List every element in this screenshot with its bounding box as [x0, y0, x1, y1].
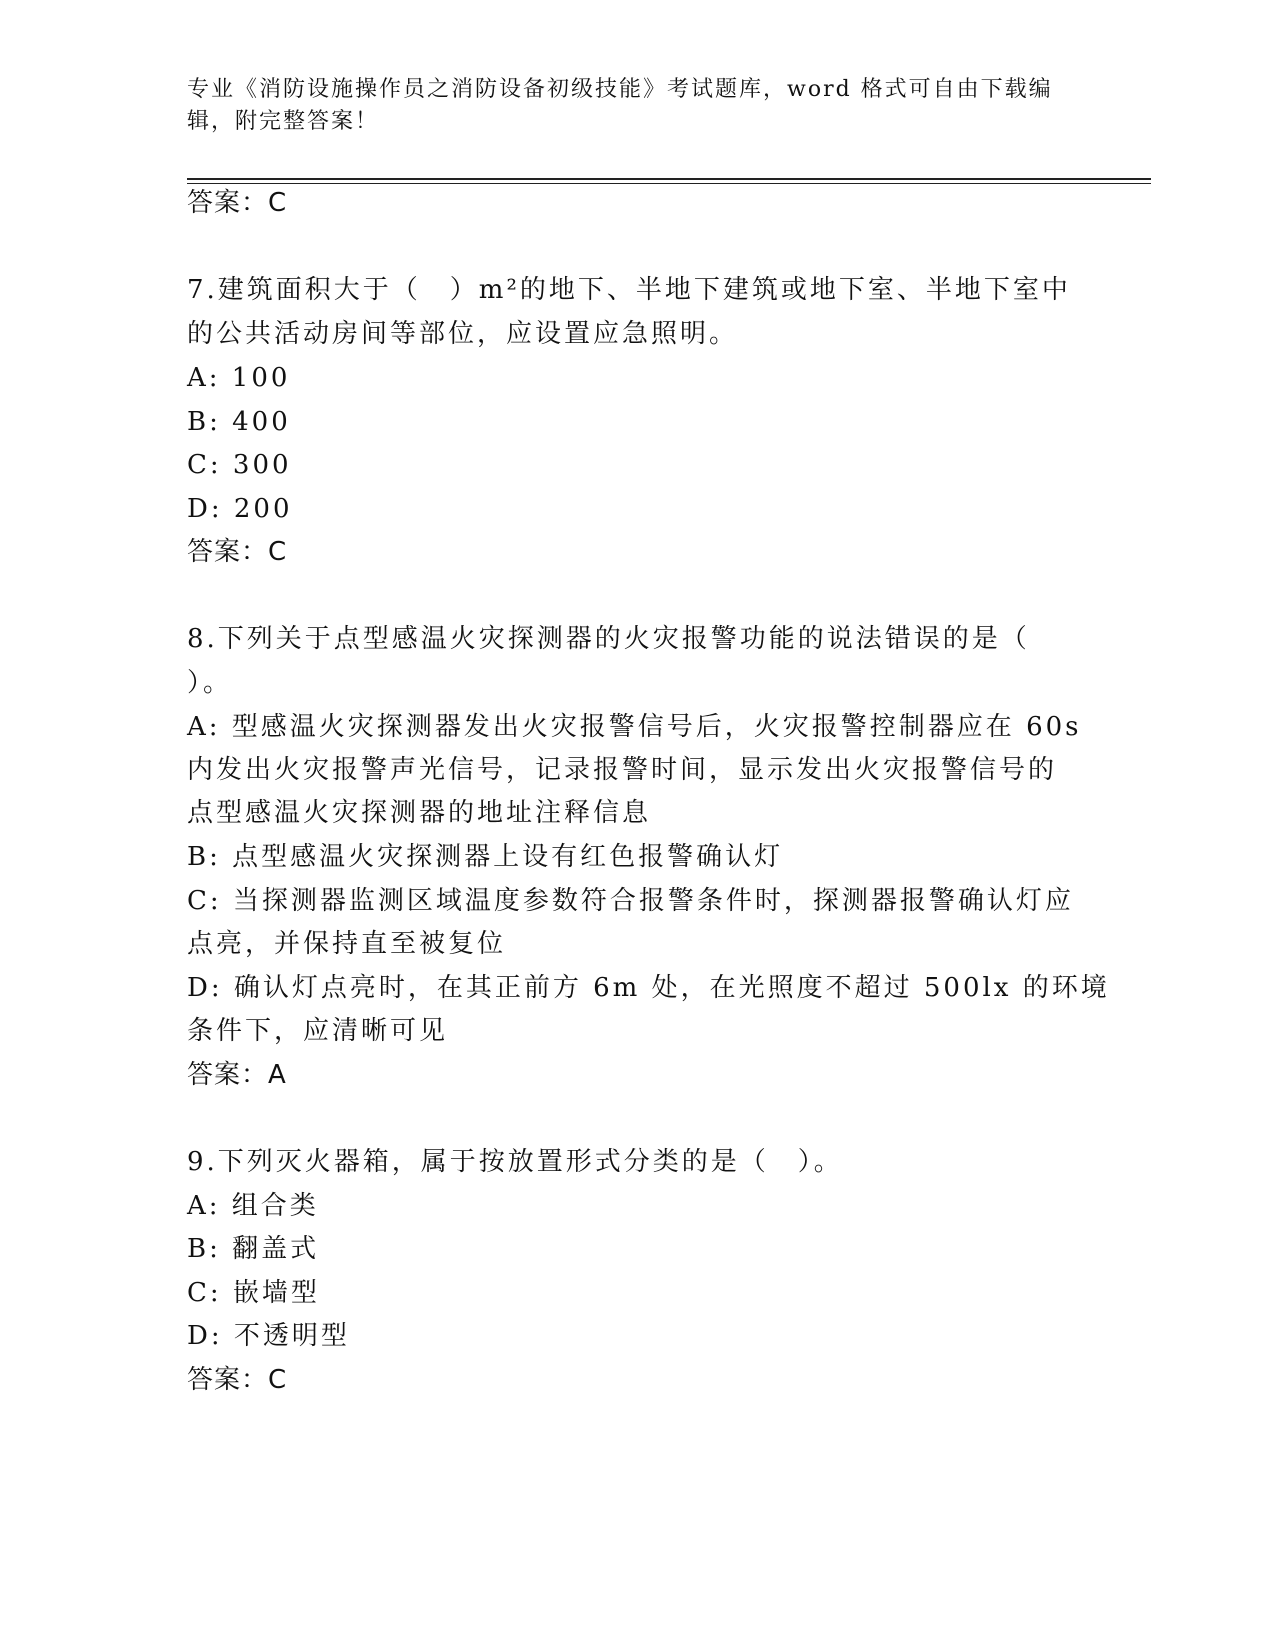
header-line-1: 专业《消防设施操作员之消防设备初级技能》考试题库，word 格式可自由下载编: [187, 77, 1053, 102]
q7-stem-line-1: 7.建筑面积大于（ ）m²的地下、半地下建筑或地下室、半地下室中: [187, 275, 1071, 305]
q7-option-a: A: 100: [187, 363, 291, 393]
q7-answer: 答案：C: [187, 537, 288, 567]
q7-stem-line-2: 的公共活动房间等部位，应设置应急照明。: [187, 319, 739, 349]
q9-option-d: D: 不透明型: [187, 1321, 350, 1351]
header-divider: [187, 178, 1151, 180]
q8-stem-line-2: ）。: [187, 668, 233, 698]
q8-option-c-line-2: 点亮，并保持直至被复位: [187, 929, 507, 959]
q8-option-d-line-2: 条件下，应清晰可见: [187, 1016, 449, 1046]
q9-option-a: A: 组合类: [187, 1191, 319, 1221]
q9-answer: 答案：C: [187, 1365, 288, 1395]
previous-answer: 答案：C: [187, 188, 288, 218]
q8-option-b: B: 点型感温火灾探测器上设有红色报警确认灯: [187, 842, 784, 872]
page-header: [187, 74, 1067, 138]
q8-option-c-line-1: C: 当探测器监测区域温度参数符合报警条件时，探测器报警确认灯应: [187, 886, 1074, 916]
q8-option-a-line-3: 点型感温火灾探测器的地址注释信息: [187, 798, 652, 828]
q8-answer: 答案：A: [187, 1060, 287, 1090]
header-line-2: 辑，附完整答案！: [187, 109, 380, 134]
q9-stem: 9.下列灭火器箱，属于按放置形式分类的是（ ）。: [187, 1147, 843, 1177]
q7-option-d: D: 200: [187, 494, 293, 524]
q8-option-a-line-1: A: 型感温火灾探测器发出火灾报警信号后，火灾报警控制器应在 60s: [187, 712, 1082, 742]
q7-option-b: B: 400: [187, 407, 291, 437]
q9-option-c: C: 嵌墙型: [187, 1278, 320, 1308]
q9-option-b: B: 翻盖式: [187, 1234, 320, 1264]
header-divider-thin: [187, 183, 1151, 184]
q8-option-d-line-1: D: 确认灯点亮时，在其正前方 6m 处，在光照度不超过 500lx 的环境: [187, 973, 1110, 1003]
q8-option-a-line-2: 内发出火灾报警声光信号，记录报警时间，显示发出火灾报警信号的: [187, 755, 1058, 785]
q8-stem-line-1: 8.下列关于点型感温火灾探测器的火灾报警功能的说法错误的是（: [187, 624, 1030, 654]
q7-option-c: C: 300: [187, 450, 292, 480]
